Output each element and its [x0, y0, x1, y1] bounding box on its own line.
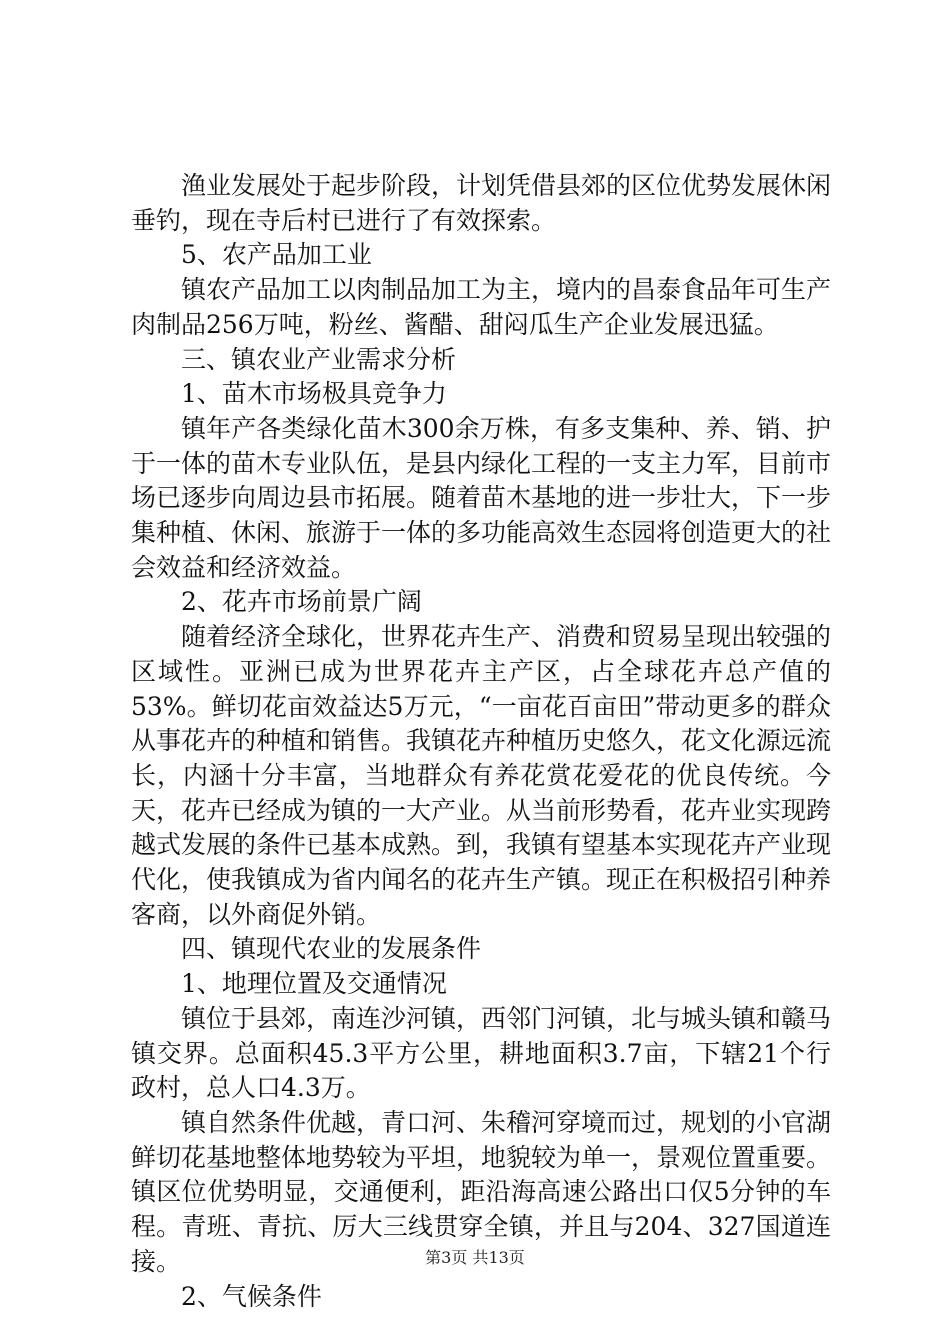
paragraph: 镇自然条件优越，青口河、朱稽河穿境而过，规划的小官湖鲜切花基地整体地势较为平坦，地貌较为单一，景观位置重要。镇区位优势明显，交通便利，距沿海高速公路出口仅5分钟的车程。青班、青抗、厉大三线贯穿全镇，并且与204、327国道连接。	[131, 1107, 832, 1276]
document-body	[131, 169, 831, 1314]
section-heading: 1、苗木市场极具竞争力	[181, 379, 447, 409]
paragraph: 随着经济全球化，世界花卉生产、消费和贸易呈现出较强的区域性。亚洲已成为世界花卉主产区，占全球花卉总产值的53%。鲜切花亩效益达5万元，“一亩花百亩田”带动更多的群众从事花卉的种植和销售。我镇花卉种植历史悠久，花文化源远流长，内涵十分丰富，当地群众有养花赏花爱花的优良传统。今天，花卉已经成为镇的一大产业。从当前形势看，花卉业实现跨越式发展的条件已基本成熟。到，我镇有望基本实现花卉产业现代化，使我镇成为省内闻名的花卉生产镇。现正在积极招引种养客商，以外商促外销。	[131, 622, 832, 929]
section-heading: 2、花卉市场前景广阔	[181, 587, 422, 617]
section-heading: 三、镇农业产业需求分析	[181, 344, 457, 374]
section-heading: 四、镇现代农业的发展条件	[181, 934, 482, 964]
section-heading: 5、农产品加工业	[181, 240, 372, 270]
paragraph: 镇农产品加工以肉制品加工为主，境内的昌泰食品年可生产肉制品256万吨，粉丝、酱醋、甜闷瓜生产企业发展迅猛。	[131, 275, 832, 339]
page-footer: 第3页 共13页	[425, 1248, 525, 1267]
section-heading: 2、气候条件	[181, 1281, 322, 1311]
section-heading: 1、地理位置及交通情况	[181, 969, 447, 999]
paragraph: 镇位于县郊，南连沙河镇，西邻门河镇，北与城头镇和赣马镇交界。总面积45.3平方公里，耕地面积3.7亩，下辖21个行政村，总人口4.3万。	[131, 1003, 832, 1103]
paragraph: 渔业发展处于起步阶段，计划凭借县郊的区位优势发展休闲垂钓，现在寺后村已进行了有效探索。	[131, 171, 832, 235]
paragraph: 镇年产各类绿化苗木300余万株，有多支集种、养、销、护于一体的苗木专业队伍，是县内绿化工程的一支主力军，目前市场已逐步向周边县市拓展。随着苗木基地的进一步壮大，下一步集种植、休闲、旅游于一体的多功能高效生态园将创造更大的社会效益和经济效益。	[131, 413, 832, 582]
